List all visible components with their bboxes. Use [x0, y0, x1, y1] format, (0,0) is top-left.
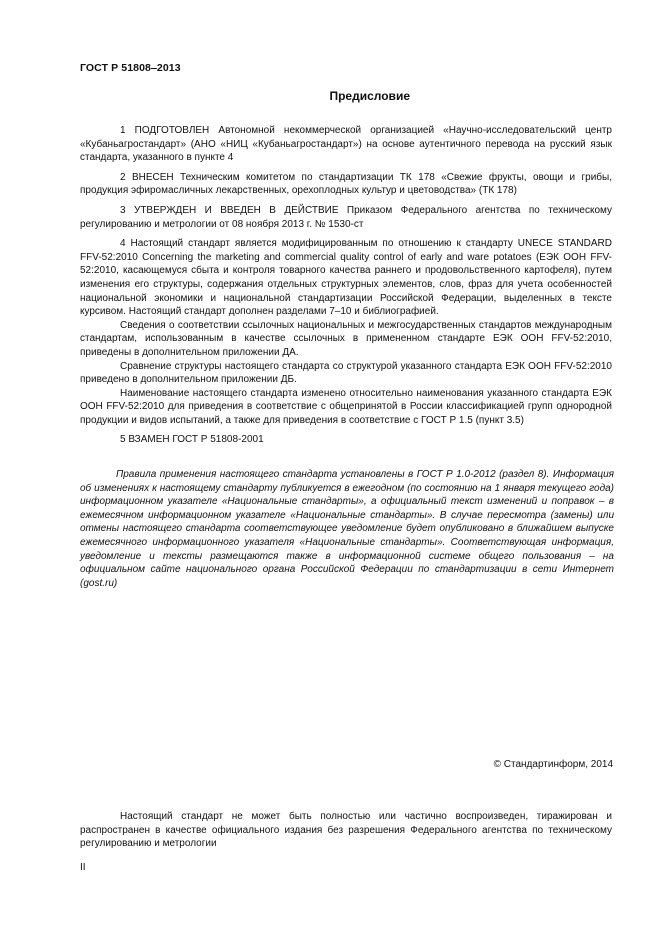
paragraph-prepared: 1 ПОДГОТОВЛЕН Автономной некоммерческой организацией «Научно-исследовательский центр «Кубаньагростандарт» (АНО «НИЦ «Кубаньагростандарт») на основе аутентичного перевода на русский язык стандарта, указанного в пункте 4 [80, 125, 612, 164]
application-rules-notice [80, 468, 614, 590]
paragraph-references: Сведения о соответствии ссылочных национальных и межгосударственных стандартов международным стандартам, использованным в качестве ссылочных в примененном стандарте ЕЭК ООН FFV-52:2010, приведены в дополнительном приложении ДА. [80, 319, 612, 358]
paragraph-structure-comparison: Сравнение структуры настоящего стандарта со структурой указанного стандарта ЕЭК ООН FFV-52:2010 приведено в дополнительном приложении ДБ. [80, 360, 612, 386]
reproduction-text: Настоящий стандарт не может быть полностью или частично воспроизведен, тиражирован и распространен в качестве официального издания без разрешения Федерального агентства по техническому регулированию и метрологии [80, 811, 612, 850]
notice-text: Правила применения настоящего стандарта установлены в ГОСТ Р 1.0-2012 (раздел 8). Информация об изменениях к настоящему стандарту публикуется в ежегодном (по состоянию на 1 января текущего года) информационном указателе «Национальные стандарты», а официальный текст изменений и поправок – в ежемесячном информационном указателе «Национальные стандарты». В случае пересмотра (замены) или отмены настоящего стандарта соответствующее уведомление будет опубликовано в ближайшем выпуске ежемесячного информационного указателя «Национальные стандарты». Соответствующая информация, уведомление и тексты размещаются также в информационной системе общего пользования – на официальном сайте национального органа Российской Федерации по стандартизации в сети Интернет (gost.ru) [80, 469, 614, 589]
paragraph-name-change: Наименование настоящего стандарта изменено относительно наименования указанного стандарта ЕЭК ООН FFV-52:2010 для приведения в соответствие с общепринятой в России классификацией групп однородной продукции и видов испытаний, а также для приведения в соответствие с ГОСТ Р 1.5 (пункт 3.5) [80, 387, 612, 426]
paragraph-approved: 3 УТВЕРЖДЕН И ВВЕДЕН В ДЕЙСТВИЕ Приказом Федерального агентства по техническому регулированию и метрологии от 08 ноября 2013 г. № 1530-ст [80, 204, 612, 230]
paragraph-submitted: 2 ВНЕСЕН Техническим комитетом по стандартизации ТК 178 «Свежие фрукты, овощи и грибы, продукция эфиромасличных лекарственных, орехоплодных культур и цветоводства» (ТК 178) [80, 171, 612, 197]
page-title: Предисловие [329, 89, 410, 103]
paragraph-modified: 4 Настоящий стандарт является модифицированным по отношению к стандарту UNECE STANDARD FFV-52:2010 Concerning the marketing and commercial quality control of early and ware potatoes (ЕЭК ООН FFV-52:2010, касающемуся сбыта и контроля товарного качества раннего и продовольственного картофеля), путем изменения его структуры, содержания отдельных структурных элементов, слов, фраз для учета особенностей национальной экономики и национальной стандартизации Российской Федерации, выделенных в тексте курсивом. Настоящий стандарт дополнен разделами 7–10 и библиографией. [80, 238, 612, 318]
reproduction-notice [80, 810, 612, 851]
page-number: II [80, 862, 86, 873]
paragraph-replaces: 5 ВЗАМЕН ГОСТ Р 51808-2001 [120, 434, 264, 446]
copyright-line: © Стандартинформ, 2014 [493, 759, 613, 770]
foreword-body [80, 124, 612, 447]
document-code: ГОСТ Р 51808‒2013 [80, 62, 181, 74]
